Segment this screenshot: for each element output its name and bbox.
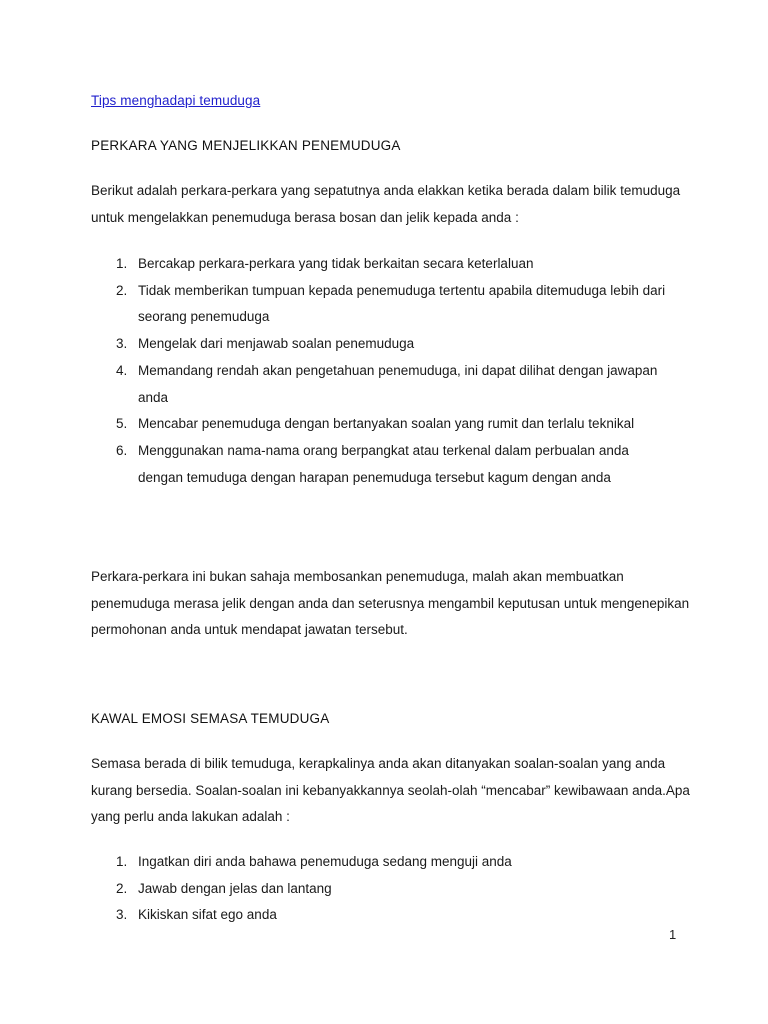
list-text: Tidak memberikan tumpuan kepada penemuduga tertentu apabila ditemuduga lebih dari seorang penemuduga — [138, 282, 666, 325]
list-text: Menggunakan nama-nama orang berpangkat atau terkenal dalam perbualan anda dengan temuduga dengan harapan penemuduga tersebut kagum dengan anda — [138, 442, 629, 485]
list-item — [91, 438, 691, 491]
section1-heading: PERKARA YANG MENJELIKKAN PENEMUDUGA — [91, 138, 401, 153]
list-number: 6. — [116, 442, 128, 458]
section1-intro: Berikut adalah perkara-perkara yang sepatutnya anda elakkan ketika berada dalam bilik temuduga untuk mengelakkan penemuduga berasa bosan dan jelik kepada anda : — [91, 183, 681, 225]
list-number: 2. — [116, 282, 128, 298]
list-item — [91, 358, 691, 411]
list-item — [91, 411, 691, 438]
list-number: 4. — [116, 362, 128, 378]
list-number: 3. — [116, 336, 128, 352]
page-number: 1 — [669, 927, 677, 942]
list-text: Jawab dengan jelas dan lantang — [138, 880, 332, 896]
section2-intro: Semasa berada di bilik temuduga, kerapkalinya anda akan ditanyakan soalan-soalan yang anda kurang bersedia. Soalan-soalan ini kebanyakkannya seolah-olah “mencabar” kewibawaan anda.Apa yang perlu anda lakukan adalah : — [91, 756, 690, 824]
list-number: 2. — [116, 880, 128, 896]
section2-heading: KAWAL EMOSI SEMASA TEMUDUGA — [91, 711, 330, 726]
list-item — [91, 876, 691, 903]
list-text: Kikiskan sifat ego anda — [138, 907, 277, 923]
list-item — [91, 251, 691, 278]
list-number: 1. — [116, 854, 128, 869]
list-text: Memandang rendah akan pengetahuan penemuduga, ini dapat dilihat dengan jawapan anda — [138, 362, 658, 405]
section1-list — [91, 251, 691, 491]
list-item — [91, 902, 691, 929]
list-number: 1. — [116, 256, 128, 271]
list-item — [91, 278, 691, 331]
title-link[interactable]: Tips menghadapi temuduga — [91, 93, 261, 108]
section1-closing: Perkara-perkara ini bukan sahaja membosankan penemuduga, malah akan membuatkan penemuduga merasa jelik dengan anda dan seterusnya mengambil keputusan untuk mengenepikan permohonan anda untuk mendapat jawatan tersebut. — [91, 569, 690, 637]
list-text: Mencabar penemuduga dengan bertanyakan soalan yang rumit dan terlalu teknikal — [138, 416, 635, 432]
list-item — [91, 849, 691, 876]
list-number: 3. — [116, 907, 128, 923]
list-text: Ingatkan diri anda bahawa penemuduga sedang menguji anda — [138, 854, 512, 869]
list-item — [91, 331, 691, 358]
list-text: Mengelak dari menjawab soalan penemuduga — [138, 336, 415, 352]
list-text: Bercakap perkara-perkara yang tidak berkaitan secara keterlaluan — [138, 256, 534, 271]
section2-list — [91, 849, 691, 929]
list-number: 5. — [116, 416, 128, 432]
